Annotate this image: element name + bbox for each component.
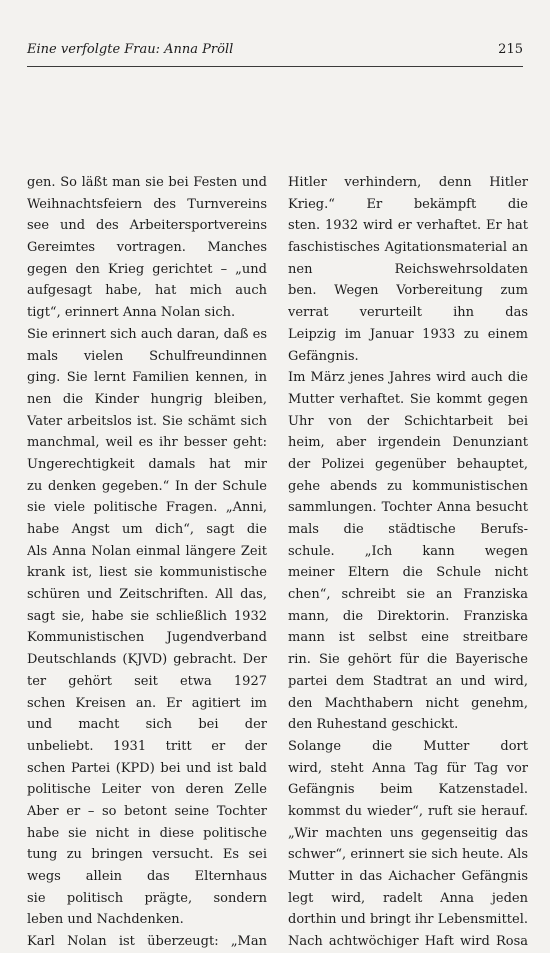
text-line: ter gehört seit etwa 1927 (27, 673, 267, 689)
text-line: Uhr von der Schichtarbeit bei (288, 413, 528, 429)
text-line: ging. Sie lernt Familien kennen, in (27, 370, 267, 386)
text-line: den Ruhestand geschickt. (288, 717, 459, 733)
text-line: Aber er – so betont seine Tochter (27, 803, 267, 819)
text-line: ben. Wegen Vorbereitung zum (288, 283, 528, 299)
text-line: Als Anna Nolan einmal längere Zeit (27, 543, 267, 559)
text-line: tigt“, erinnert Anna Nolan sich. (27, 305, 236, 321)
text-line: rin. Sie gehört für die Bayerische (288, 652, 528, 668)
text-line: mals die städtische Berufs- (288, 522, 528, 537)
text-line: Nach achtwöchiger Haft wird Rosa (288, 934, 528, 950)
text-line: chen“, schreibt sie an Franziska (288, 587, 528, 603)
text-line: mals vielen Schulfreundinnen (27, 348, 267, 364)
text-line: dorthin und bringt ihr Lebensmittel. (288, 912, 528, 928)
text-line: mann ist selbst eine streitbare (288, 630, 528, 646)
text-line: wird, steht Anna Tag für Tag vor (288, 760, 528, 776)
page-number: 215 (498, 42, 523, 57)
text-line: „Wir machten uns gegenseitig das (288, 825, 528, 841)
text-line: der Polizei gegenüber behauptet, (288, 456, 528, 472)
text-line: Krieg.“ Er bekämpft die (288, 196, 528, 212)
text-line: sie viele politische Fragen. „Anni, (27, 500, 267, 516)
text-line: Solange die Mutter dort (288, 738, 528, 754)
text-line: schule. „Ich kann wegen (288, 543, 528, 559)
text-line: legt wird, radelt Anna jeden (288, 890, 528, 906)
text-line: aufgesagt habe, hat mich auch (27, 283, 267, 299)
text-line: Gefängnis. (288, 348, 359, 364)
text-line: Sie erinnert sich auch daran, daß es (27, 326, 267, 342)
text-line: gegen den Krieg gerichtet – „und (27, 261, 267, 277)
text-line: see und des Arbeitersportvereins (27, 218, 267, 234)
text-line: Leipzig im Januar 1933 zu einem (288, 326, 528, 342)
text-line: leben und Nachdenken. (27, 912, 184, 928)
running-title: Eine verfolgte Frau: Anna Pröll (27, 42, 234, 57)
text-line: nen Reichswehrsoldaten (288, 261, 528, 277)
text-line: politische Leiter von deren Zelle (27, 782, 267, 798)
text-line: Gefängnis beim Katzenstadel. (288, 782, 528, 798)
text-line: manchmal, weil es ihr besser geht: (27, 435, 267, 451)
text-line: Vater arbeitslos ist. Sie schämt sich (27, 413, 267, 429)
text-line: sten. 1932 wird er verhaftet. Er hat (288, 218, 528, 234)
text-line: schen Kreisen an. Er agitiert im (27, 695, 267, 711)
text-line: Hitler verhindern, denn Hitler (288, 175, 528, 190)
page-header (27, 40, 523, 67)
text-line: zu denken gegeben.“ In der Schule (27, 478, 267, 494)
text-line: heim, aber irgendein Denunziant (288, 435, 528, 451)
text-line: Gereimtes vortragen. Manches (27, 240, 267, 256)
text-line: schüren und Zeitschriften. All das, (27, 587, 267, 603)
text-line: meiner Eltern die Schule nicht (288, 565, 528, 581)
text-line: habe Angst um dich“, sagt die (27, 522, 267, 537)
text-line: Weihnachtsfeiern des Turnvereins (27, 196, 267, 212)
text-line: sammlungen. Tochter Anna besucht (288, 500, 528, 516)
text-line: Kommunistischen Jugendverband (27, 630, 267, 646)
text-line: tung zu bringen versucht. Es sei (27, 847, 267, 863)
text-line: unbeliebt. 1931 tritt er der (27, 738, 267, 754)
text-line: schwer“, erinnert sie sich heute. Als (288, 847, 528, 863)
text-line: krank ist, liest sie kommunistische (27, 565, 267, 581)
text-line: schen Partei (KPD) bei und ist bald (27, 760, 267, 776)
text-line: Karl Nolan ist überzeugt: „Man (27, 934, 267, 950)
text-line: Im März jenes Jahres wird auch die (288, 370, 528, 386)
text-line: Deutschlands (KJVD) gebracht. Der (27, 652, 267, 668)
text-line: kommst du wieder“, ruft sie herauf. (288, 803, 528, 819)
text-line: sagt sie, habe sie schließlich 1932 (27, 608, 267, 624)
text-line: gehe abends zu kommunistischen (288, 478, 528, 494)
text-line: sie politisch prägte, sondern (27, 890, 267, 906)
text-line: gen. So läßt man sie bei Festen und (27, 175, 267, 190)
right-text-column (288, 172, 528, 953)
text-line: Mutter verhaftet. Sie kommt gegen (288, 391, 528, 407)
text-line: nen die Kinder hungrig bleiben, (27, 391, 267, 407)
left-text-column (27, 172, 267, 953)
text-line: wegs allein das Elternhaus (27, 869, 267, 884)
text-line: verrat verurteilt ihn das (288, 305, 528, 321)
text-line: Mutter in das Aichacher Gefängnis (288, 869, 528, 884)
text-line: Ungerechtigkeit damals hat mir (27, 456, 267, 472)
text-line: partei dem Stadtrat an und wird, (288, 673, 528, 689)
text-line: faschistisches Agitationsmaterial an (288, 240, 528, 256)
text-line: und macht sich bei der (27, 717, 267, 733)
text-line: mann, die Direktorin. Franziska (288, 608, 528, 624)
text-line: habe sie nicht in diese politische (27, 825, 267, 841)
text-line: den Machthabern nicht genehm, (288, 695, 528, 711)
